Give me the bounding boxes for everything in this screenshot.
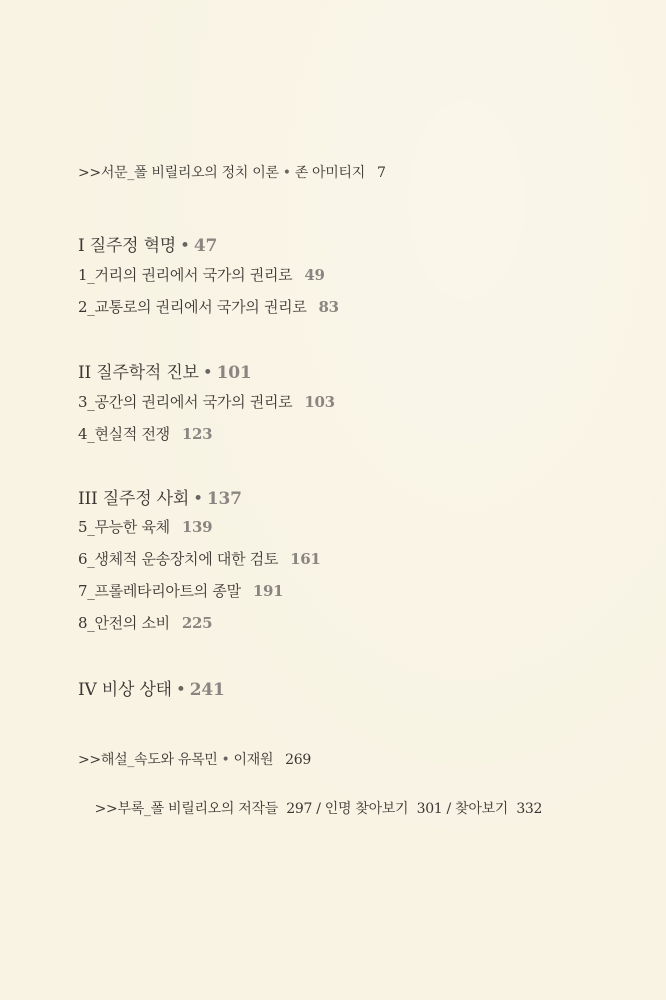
commentary-entry — [78, 749, 311, 769]
separator-dot: • — [202, 363, 213, 383]
preface-title: 서문_폴 비릴리오의 정치 이론 — [100, 165, 279, 181]
chapter-1-page: 49 — [304, 266, 325, 284]
part-2-heading — [78, 358, 252, 383]
part-3-page: 137 — [206, 489, 242, 509]
chapter-1-title: 1_거리의 권리에서 국가의 권리로 — [78, 266, 293, 284]
chapter-3-page: 103 — [304, 393, 335, 411]
appendix-text: 부록_폴 비릴리오의 저작들 297 / 인명 찾아보기 301 / 찾아보기 332 — [117, 801, 543, 817]
chapter-7-page: 191 — [252, 582, 284, 600]
chapter-3-entry — [78, 391, 335, 412]
part-1-title: I 질주정 혁명 — [78, 236, 177, 256]
chapter-2-page: 83 — [318, 298, 339, 316]
chapter-2-entry — [78, 296, 339, 317]
chapter-4-entry — [78, 423, 212, 444]
chapter-5-title: 5_무능한 육체 — [78, 518, 170, 536]
chapter-7-entry — [78, 580, 283, 601]
part-1-page: 47 — [193, 236, 218, 256]
commentary-prefix: >> — [78, 752, 101, 768]
part-2-page: 101 — [216, 363, 252, 383]
chapter-8-title: 8_안전의 소비 — [78, 614, 170, 632]
appendix-prefix: >> — [94, 801, 118, 817]
chapter-5-page: 139 — [181, 518, 213, 536]
chapter-4-page: 123 — [181, 425, 213, 443]
chapter-3-title: 3_공간의 권리에서 국가의 권리로 — [78, 393, 293, 411]
part-3-title: III 질주정 사회 — [78, 489, 190, 509]
separator-dot: • — [180, 236, 190, 256]
preface-prefix: >> — [78, 165, 101, 181]
appendix-entry — [78, 782, 542, 834]
separator-dot: • — [175, 680, 186, 700]
chapter-2-title: 2_교통로의 권리에서 국가의 권리로 — [78, 298, 307, 316]
preface-entry — [78, 162, 386, 182]
chapter-6-entry — [78, 548, 321, 569]
preface-page: 7 — [376, 165, 386, 181]
commentary-title: 해설_속도와 유목민 — [100, 752, 218, 768]
part-3-heading — [78, 484, 242, 509]
chapter-8-entry — [78, 612, 212, 633]
commentary-page: 269 — [285, 752, 311, 768]
chapter-1-entry — [78, 264, 325, 285]
chapter-8-page: 225 — [181, 614, 213, 632]
separator-dot: • — [193, 489, 203, 509]
part-4-page: 241 — [189, 680, 225, 700]
chapter-4-title: 4_현실적 전쟁 — [78, 425, 170, 443]
part-4-title: IV 비상 상태 — [78, 680, 172, 700]
separator-dot: • — [282, 165, 291, 181]
preface-author: 존 아미티지 — [294, 165, 365, 181]
part-4-heading — [78, 675, 225, 700]
separator-dot: • — [221, 752, 230, 768]
chapter-6-title: 6_생체적 운송장치에 대한 검토 — [78, 550, 279, 568]
chapter-7-title: 7_프롤레타리아트의 종말 — [78, 582, 241, 600]
part-2-title: II 질주학적 진보 — [78, 363, 199, 383]
chapter-5-entry — [78, 516, 212, 537]
chapter-6-page: 161 — [290, 550, 321, 568]
part-1-heading — [78, 231, 217, 256]
commentary-author: 이재원 — [233, 752, 274, 768]
